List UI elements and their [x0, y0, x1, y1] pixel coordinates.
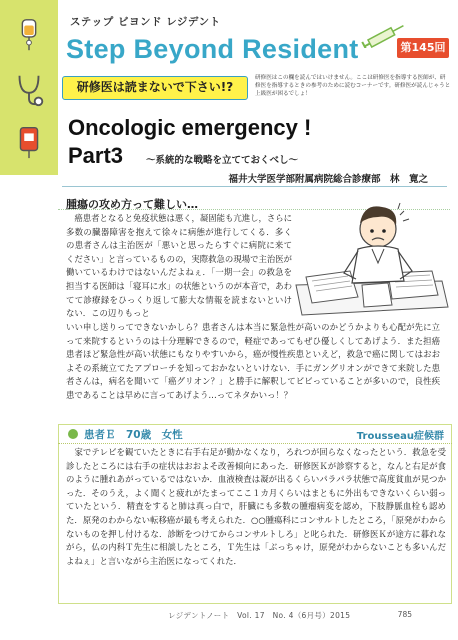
article-title: Oncologic emergency ! — [68, 115, 312, 140]
article-part: Part3 — [68, 143, 124, 168]
title-divider — [62, 186, 447, 187]
header-subtitle: 研修医は読まないで下さい!? — [62, 76, 248, 100]
section1-paragraph-left: 癌患者となると免疫状態は悪く，凝固能も亢進し，さらに多数の臓器障害を抱えて徐々に病態が進行してくる．多くの患者さんは主治医が「悪いと思ったらすぐに病院に来てください」と言っているものの，実際救急の現場で主治医が働いているわけではないんだよねぇ．「一期一会」の救急を担当する医師は「寝耳に水」の状態というのが本音で，あわてて診療録をひっくり返して膨大な情報を読まないといけない．この辺りもっと — [66, 213, 292, 319]
section1-paragraph-full: いい申し送りってできないかしら？患者さんは本当に緊急性が高いのかどうかよりも心配が先に立って来院するというのは十分理解できるので，軽症であってもぜひ優しくしてあげよう．また担癌患者ほど緊急性が高い状態にもなりやすいから，癌が慢性疾患といえど，救急で癌に関してはおおよその系統立てたアプローチを知っておかないといけない．手にガングリオンができて来院した患者さんは，病名を聞いて「癌グリオン？」と勝手に解釈してビビっていることが多いので，良性疾患であることは早めに言ってあげよう…ってネタかいっ！？ — [66, 322, 440, 400]
doctor-illustration — [292, 189, 450, 321]
side-strip — [0, 0, 58, 175]
case-bullet-icon — [68, 429, 78, 439]
blood-bag-icon — [8, 122, 50, 160]
header-main-title: Step Beyond Resident — [66, 34, 359, 64]
header-kana-title: ステップ ビヨンド レジデント — [70, 16, 221, 28]
case-patient: 患者Ｅ 70歳 女性 — [84, 429, 183, 441]
article-author: 福井大学医学部附属病院総合診療部 林 寛之 — [228, 174, 428, 185]
case-tag: Trousseau症候群 — [356, 431, 444, 442]
iv-drip-icon — [8, 16, 50, 54]
stethoscope-icon — [8, 70, 50, 108]
page-number: 785 — [397, 610, 412, 619]
section1-heading: 腫瘍の攻め方って難しい… — [66, 198, 198, 211]
header-notice: 研修医はこの欄を読んではいけません。ここは研修医を指導する医師が、研修医を指導するときの参考のために読むコーナーです。研修医が読んじゃうと上級医が困るでしょ！ — [255, 75, 451, 97]
case-text: 家でテレビを観ていたときに右手右足が動かなくなり，ろれつが回らなくなったという．救急を受診したところには右手の症状はおおよそ改善傾向にあった．研修医Ｋが診察すると，なんと右足が食のように腫れあがっているではないか．血液検査は凝が出るくらいパラパラ状態で高度貧血が見つかった．そのうえ，よく聞くと疲れがたまってここ１カ月くらいはまともに外出もできないくらい弱っていたという．精査をすると肺は真っ白で，肝臓にも多数の腫瘤病変を認め，下肢静脈血栓も認めた．原発のわからない転移癌が最も考えられた．○○腫瘍科にコンサルトしたところ，「原発がわからないものを押し付けるな．診断をつけてからコンサルトしろ」と叱られた．研修医Ｋが途方に暮れながら，仏の内科Ｔ先生に相談したところ，Ｔ先生は「ぶっちゃけ，原発がわからないことも多いんだよねぇ」と言いながら主治医になってくれた． — [66, 447, 446, 566]
footer-journal: レジデントノート Vol. 17 No. 4（6月号）2015 — [168, 611, 351, 620]
article-part-subtitle: ～系統的な戦略を立てておくべし～ — [146, 155, 299, 166]
issue-badge: 第145回 — [397, 38, 449, 58]
